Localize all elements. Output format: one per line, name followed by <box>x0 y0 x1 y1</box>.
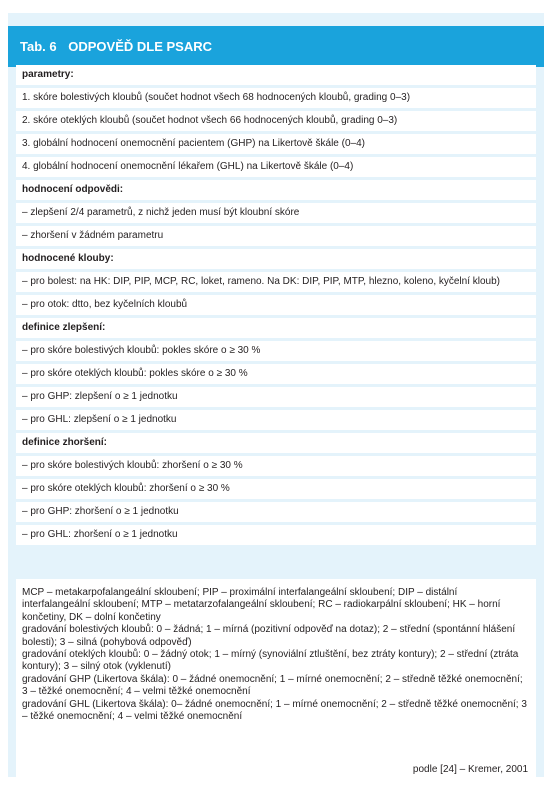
table-row: – pro skóre bolestivých kloubů: zhoršení o ≥ 30 % <box>16 456 536 476</box>
table-row: – pro GHP: zhoršení o ≥ 1 jednotku <box>16 502 536 522</box>
table-row: definice zlepšení: <box>16 318 536 338</box>
table-row: hodnocení odpovědi: <box>16 180 536 200</box>
footnote-swelling-grading: gradování oteklých kloubů: 0 – žádný otok; 1 – mírný (synoviální ztluštění, bez ztráty kontury); 2 – střední (ztráta kontury); 3 – silný otok (vyklenutí) <box>22 649 519 673</box>
table-row: – pro skóre bolestivých kloubů: pokles skóre o ≥ 30 % <box>16 341 536 361</box>
footnote-ghp-grading: gradování GHP (Likertova škála): 0 – žádné onemocnění; 1 – mírné onemocnění; 2 – středně těžké onemocnění; 3 – těžké onemocnění; 4 – velmi těžké onemocnění <box>22 673 523 698</box>
table-row: 3. globální hodnocení onemocnění pacientem (GHP) na Likertově škále (0–4) <box>16 134 536 154</box>
footnote-abbreviations: MCP – metakarpofalangeální skloubení; PIP – proximální interfalangeální skloubení; DIP – distální interfalangeální skloubení; MTP – metatarzofalangeální skloubení; RC – radiokarpální skloubení; HK – horní končetiny, DK – dolní končetiny <box>22 587 501 623</box>
table-row: – pro otok: dtto, bez kyčelních kloubů <box>16 295 536 315</box>
table-row: – pro GHP: zlepšení o ≥ 1 jednotku <box>16 387 536 407</box>
footnote-pain-grading: gradování bolestivých kloubů: 0 – žádná; 1 – mírná (pozitivní odpověď na dotaz); 2 – střední (spontánní hlášení bolesti); 3 – silná (pohybová odpověď) <box>22 624 516 648</box>
table-row: – pro skóre oteklých kloubů: zhoršení o ≥ 30 % <box>16 479 536 499</box>
table-title: ODPOVĚĎ DLE PSARC <box>68 39 212 54</box>
table-row: – pro skóre oteklých kloubů: pokles skóre o ≥ 30 % <box>16 364 536 384</box>
table-row: – pro GHL: zlepšení o ≥ 1 jednotku <box>16 410 536 430</box>
table-row: – pro GHL: zhoršení o ≥ 1 jednotku <box>16 525 536 545</box>
table-row: parametry: <box>16 65 536 85</box>
table-body <box>16 65 536 548</box>
table-row: hodnocené klouby: <box>16 249 536 269</box>
table-row: 1. skóre bolestivých kloubů (součet hodnot všech 68 hodnocených kloubů, grading 0–3) <box>16 88 536 108</box>
table-footnotes <box>16 579 536 784</box>
table-row: 2. skóre oteklých kloubů (součet hodnot všech 66 hodnocených kloubů, grading 0–3) <box>16 111 536 131</box>
table-row: – zhoršení v žádném parametru <box>16 226 536 246</box>
table-title-bar <box>8 26 544 67</box>
table-row: 4. globální hodnocení onemocnění lékařem (GHL) na Likertově škále (0–4) <box>16 157 536 177</box>
table-source: podle [24] – Kremer, 2001 <box>412 764 528 775</box>
table-frame <box>8 13 544 777</box>
footnote-ghl-grading: gradování GHL (Likertova škála): 0– žádné onemocnění; 1 – mírné onemocnění; 2 – středně těžké onemocnění; 3 – těžké onemocnění; 4 – velmi těžké onemocnění <box>22 698 527 723</box>
table-row: – pro bolest: na HK: DIP, PIP, MCP, RC, loket, rameno. Na DK: DIP, PIP, MTP, hlezno, koleno, kyčelní kloub) <box>16 272 536 292</box>
table-number: Tab. 6 <box>20 39 57 54</box>
table-row: definice zhoršení: <box>16 433 536 453</box>
table-row: – zlepšení 2/4 parametrů, z nichž jeden musí být kloubní skóre <box>16 203 536 223</box>
